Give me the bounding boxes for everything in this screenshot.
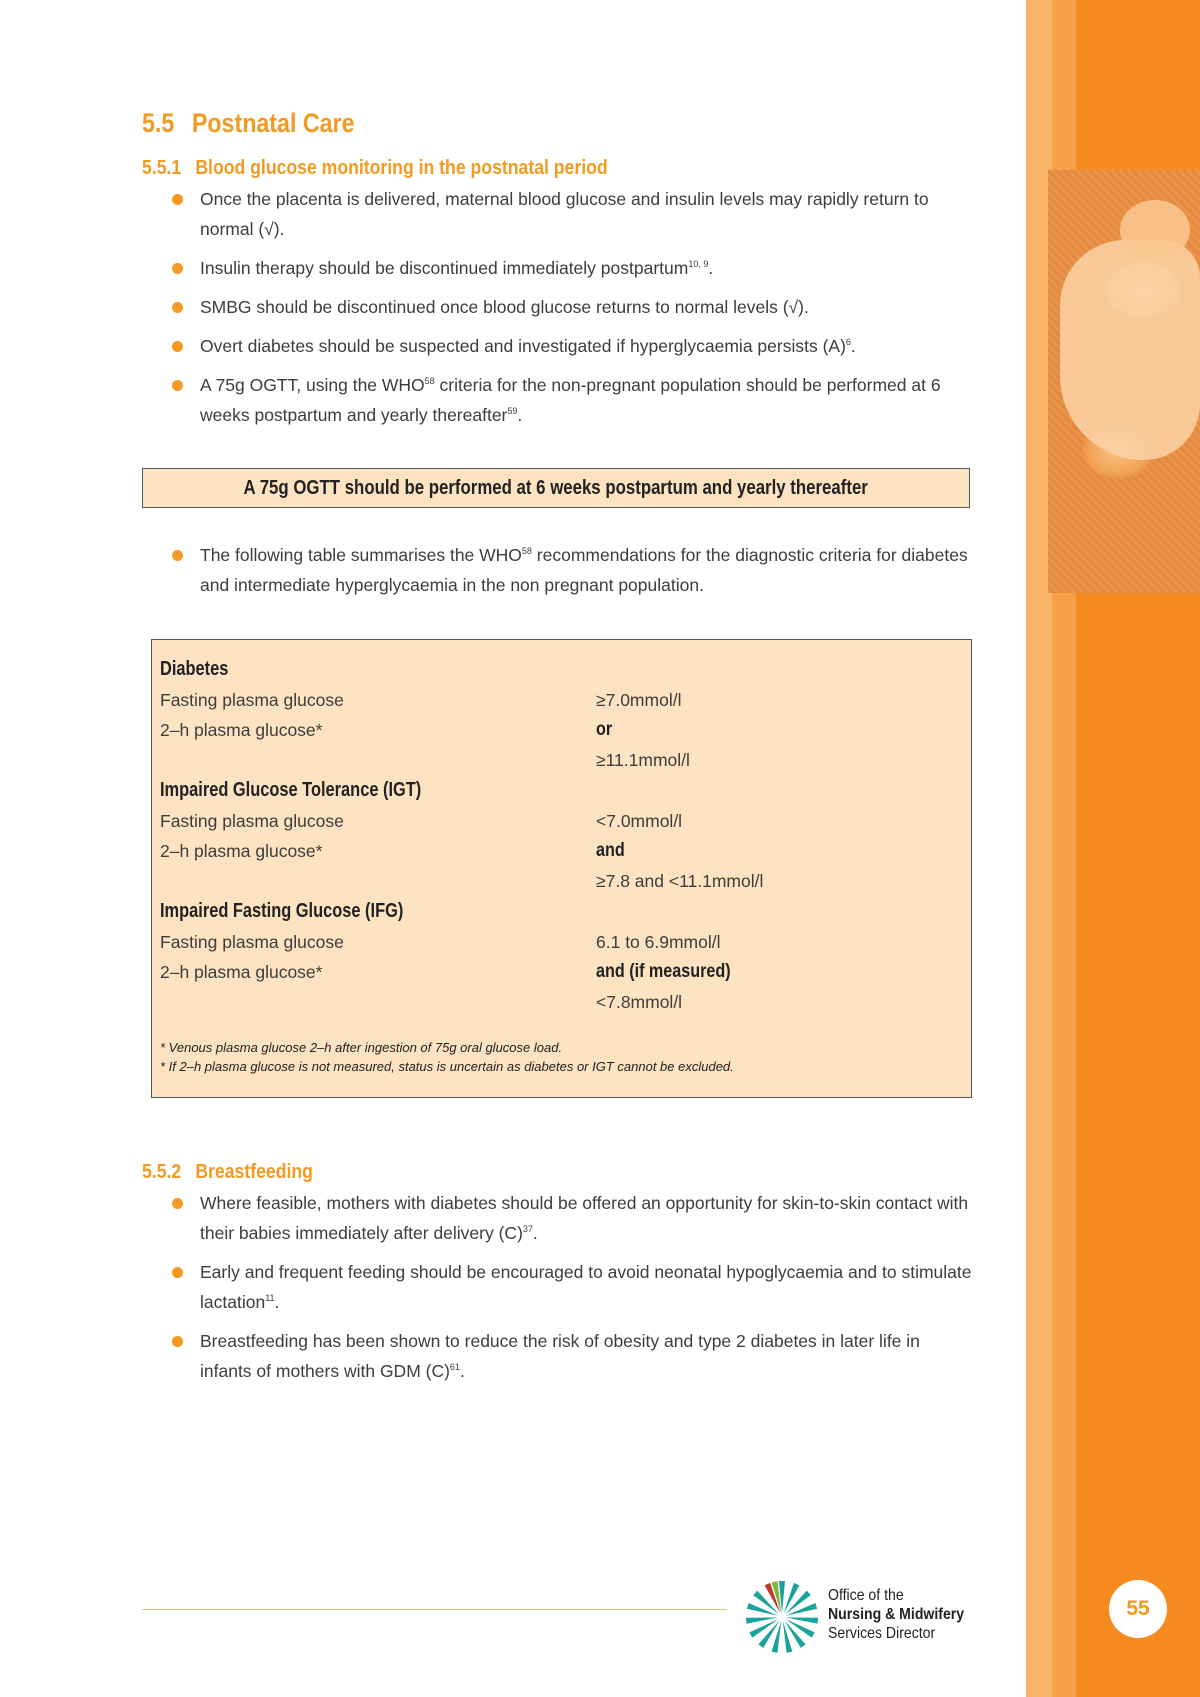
list-item: A 75g OGTT, using the WHO$^{58}$ criteria for the non-pregnant population should be performed at 6 weeks postpartum and yearly thereafter$^{59}$. [172, 370, 972, 430]
criteria-connector: and [596, 840, 625, 861]
list-item: Where feasible, mothers with diabetes should be offered an opportunity for skin-to-skin contact with their babies immediately after delivery $(C)^{37}$. [172, 1188, 972, 1248]
bullet-icon [172, 263, 183, 274]
subsection-title-1: Blood glucose monitoring in the postnatal period [195, 156, 608, 179]
criteria-heading-diabetes: Diabetes [160, 658, 229, 680]
criteria-label: Fasting plasma glucose [160, 932, 344, 952]
criteria-heading-ifg: Impaired Fasting Glucose (IFG) [160, 900, 404, 922]
list-item: The following table summarises the WHO$^{58}$ recommendations for the diagnostic criteria for diabetes and intermediate hyperglycaemia in the non pregnant population. [172, 540, 972, 600]
criteria-value: <7.0mmol/l [596, 811, 683, 831]
section-number: 5.5 [142, 108, 175, 138]
subsection-number-2: 5.5.2 [142, 1160, 182, 1183]
breastfeeding-bullets [172, 1188, 972, 1395]
subsection-title-2: Breastfeeding [195, 1160, 313, 1183]
list-item: Overt diabetes should be suspected and investigated if hyperglycaemia persists $(A)^6$. [172, 331, 972, 361]
criteria-label: Fasting plasma glucose [160, 690, 344, 710]
onmsd-logo-icon [742, 1577, 822, 1657]
subsection-heading-2 [142, 1160, 313, 1184]
criteria-value: ≥11.1mmol/l [596, 750, 690, 770]
list-item: Insulin therapy should be discontinued immediately postpartum$^{10, 9}$. [172, 253, 972, 283]
criteria-footnote: * Venous plasma glucose 2–h after ingestion of 75g oral glucose load. [160, 1040, 563, 1055]
ogtt-callout-box [142, 468, 970, 508]
bullet-icon [172, 194, 183, 205]
bullet-icon [172, 1336, 183, 1347]
section-title: Postnatal Care [191, 108, 355, 138]
table-intro-list [172, 540, 972, 609]
bullet-icon [172, 302, 183, 313]
criteria-value: ≥7.8 and <11.1mmol/l [596, 871, 764, 891]
criteria-value: <7.8mmol/l [596, 992, 683, 1012]
section-heading [142, 108, 354, 139]
page-number: 55 [1109, 1580, 1167, 1638]
list-item: Early and frequent feeding should be encouraged to avoid neonatal hypoglycaemia and to stimulate lactation$^{11}$. [172, 1257, 972, 1317]
organisation-name: Office of the Nursing & Midwifery Services Director [828, 1587, 965, 1642]
puzzle-piece-highlight [1060, 240, 1200, 460]
criteria-heading-igt: Impaired Glucose Tolerance (IGT) [160, 779, 422, 801]
bullet-icon [172, 550, 183, 561]
criteria-value: ≥7.0mmol/l [596, 690, 682, 710]
list-item: Breastfeeding has been shown to reduce the risk of obesity and type 2 diabetes in later life in infants of mothers with GDM $(C)^{61}$. [172, 1326, 972, 1386]
bullet-icon [172, 1198, 183, 1209]
subsection-number-1: 5.5.1 [142, 156, 182, 179]
criteria-label: 2–h plasma glucose* [160, 841, 323, 861]
criteria-label: Fasting plasma glucose [160, 811, 344, 831]
bullet-icon [172, 380, 183, 391]
criteria-value: 6.1 to 6.9mmol/l [596, 932, 721, 952]
criteria-footnote: * If 2–h plasma glucose is not measured, status is uncertain as diabetes or IGT cannot be excluded. [160, 1059, 734, 1074]
subsection-heading-1 [142, 156, 608, 180]
criteria-connector: and (if measured) [596, 961, 731, 982]
callout-text: A 75g OGTT should be performed at 6 weeks postpartum and yearly thereafter [243, 476, 869, 499]
footer-rule [142, 1609, 727, 1610]
postnatal-bullets [172, 184, 972, 439]
criteria-label: 2–h plasma glucose* [160, 962, 323, 982]
criteria-connector: or [596, 719, 613, 740]
who-criteria-table [151, 639, 972, 1098]
list-item: Once the placenta is delivered, maternal blood glucose and insulin levels may rapidly return to normal (√). [172, 184, 972, 244]
bullet-icon [172, 341, 183, 352]
criteria-label: 2–h plasma glucose* [160, 720, 323, 740]
bullet-icon [172, 1267, 183, 1278]
list-item: SMBG should be discontinued once blood glucose returns to normal levels (√). [172, 292, 972, 322]
puzzle-knob-highlight [1120, 200, 1190, 260]
